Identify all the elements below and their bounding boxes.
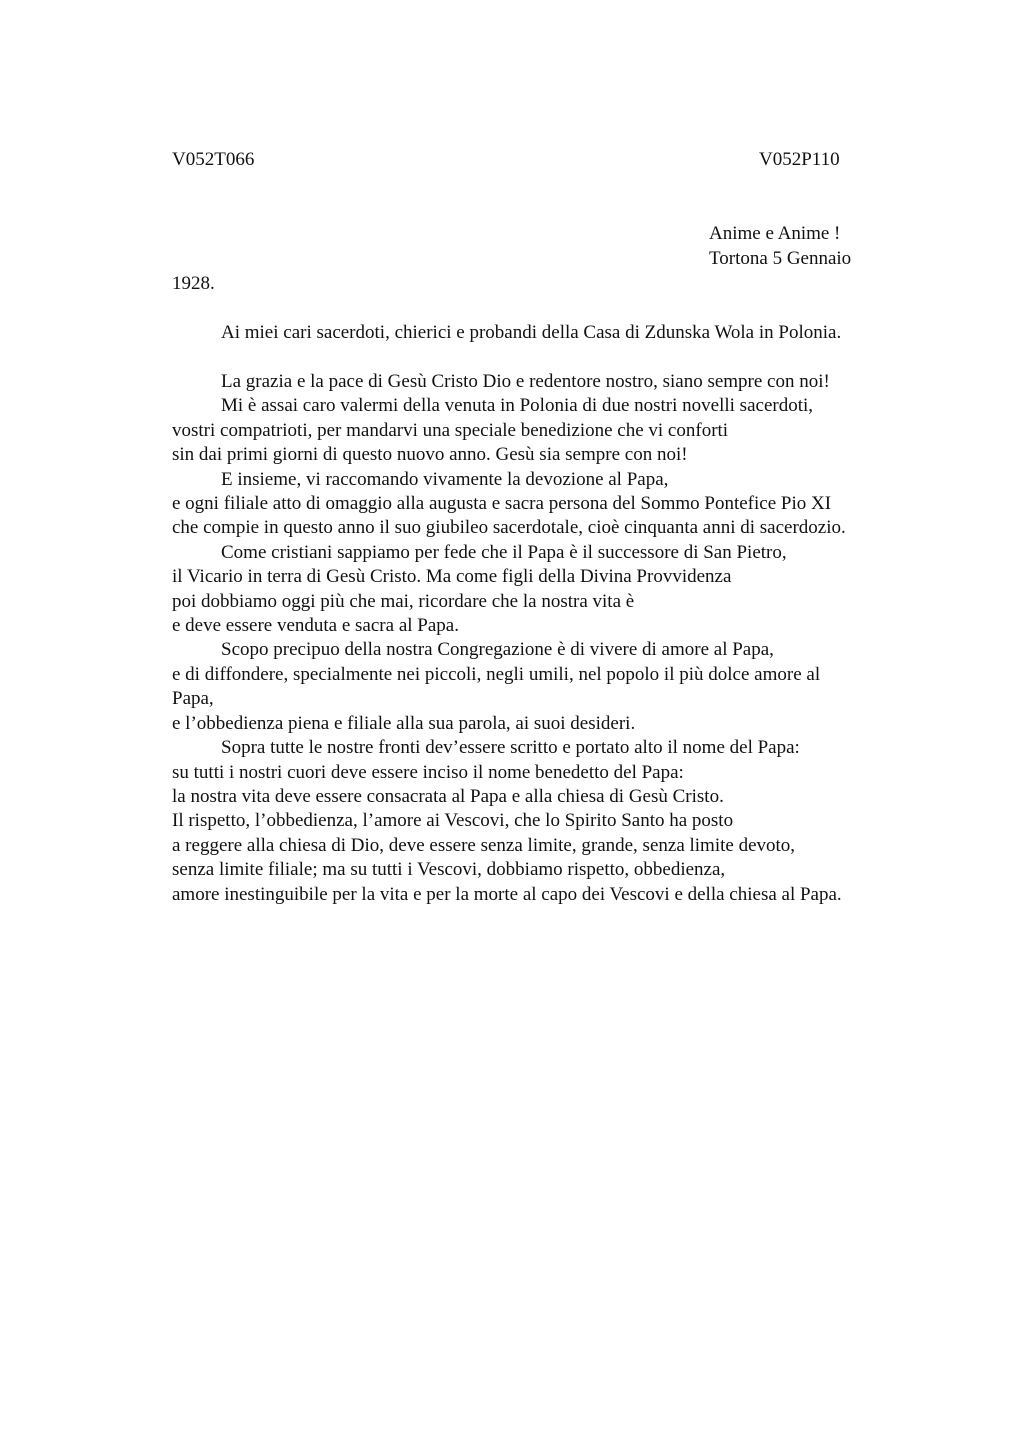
body-line: Come cristiani sappiamo per fede che il Papa è il successore di San Pietro, <box>221 541 787 563</box>
body-line: Mi è assai caro valermi della venuta in Polonia di due nostri novelli sacerdoti, <box>221 395 814 417</box>
body-line: e deve essere venduta e sacra al Papa. <box>172 615 459 637</box>
document-code-left: V052T066 <box>172 149 255 170</box>
body-line: Il rispetto, l’obbedienza, l’amore ai Vescovi, che lo Spirito Santo ha posto <box>172 810 734 832</box>
body-line: vostri compatrioti, per mandarvi una speciale benedizione che vi conforti <box>172 419 729 441</box>
body-line: e di diffondere, specialmente nei piccoli, negli umili, nel popolo il più dolce amore al <box>172 663 821 685</box>
heading-year: 1928. <box>172 273 215 294</box>
document-code-right: V052P110 <box>759 149 840 170</box>
body-line: senza limite filiale; ma su tutti i Vescovi, dobbiamo rispetto, obbedienza, <box>172 859 726 881</box>
body-line: e l’obbedienza piena e filiale alla sua parola, ai suoi desideri. <box>172 712 636 734</box>
body-line: su tutti i nostri cuori deve essere inciso il nome benedetto del Papa: <box>172 761 684 783</box>
body-line: Sopra tutte le nostre fronti dev’essere scritto e portato alto il nome del Papa: <box>221 737 800 759</box>
body-line: la nostra vita deve essere consacrata al Papa e alla chiesa di Gesù Cristo. <box>172 785 724 807</box>
letter-address: Ai miei cari sacerdoti, chierici e probandi della Casa di Zdunska Wola in Polonia. <box>221 322 842 343</box>
body-line: che compie in questo anno il suo giubileo sacerdotale, cioè cinquanta anni di sacerdozio. <box>172 517 846 539</box>
body-line: amore inestinguibile per la vita e per la morte al capo dei Vescovi e della chiesa al Papa. <box>172 883 842 905</box>
heading-place-date: Tortona 5 Gennaio <box>709 247 852 269</box>
body-line: il Vicario in terra di Gesù Cristo. Ma come figli della Divina Provvidenza <box>172 566 732 588</box>
body-line: Scopo precipuo della nostra Congregazione è di vivere di amore al Papa, <box>221 639 774 661</box>
body-line: a reggere alla chiesa di Dio, deve essere senza limite, grande, senza limite devoto, <box>172 834 796 856</box>
body-line: E insieme, vi raccomando vivamente la devozione al Papa, <box>221 468 669 490</box>
letter-body <box>172 370 932 907</box>
body-line: poi dobbiamo oggi più che mai, ricordare che la nostra vita è <box>172 590 635 612</box>
body-line: La grazia e la pace di Gesù Cristo Dio e redentore nostro, siano sempre con noi! <box>221 371 830 392</box>
letter-heading <box>709 222 851 271</box>
body-line: sin dai primi giorni di questo nuovo anno. Gesù sia sempre con noi! <box>172 444 688 466</box>
body-line: Papa, <box>172 688 214 710</box>
heading-salutation: Anime e Anime ! <box>709 223 841 244</box>
body-line: e ogni filiale atto di omaggio alla augusta e sacra persona del Sommo Pontefice Pio XI <box>172 493 832 515</box>
